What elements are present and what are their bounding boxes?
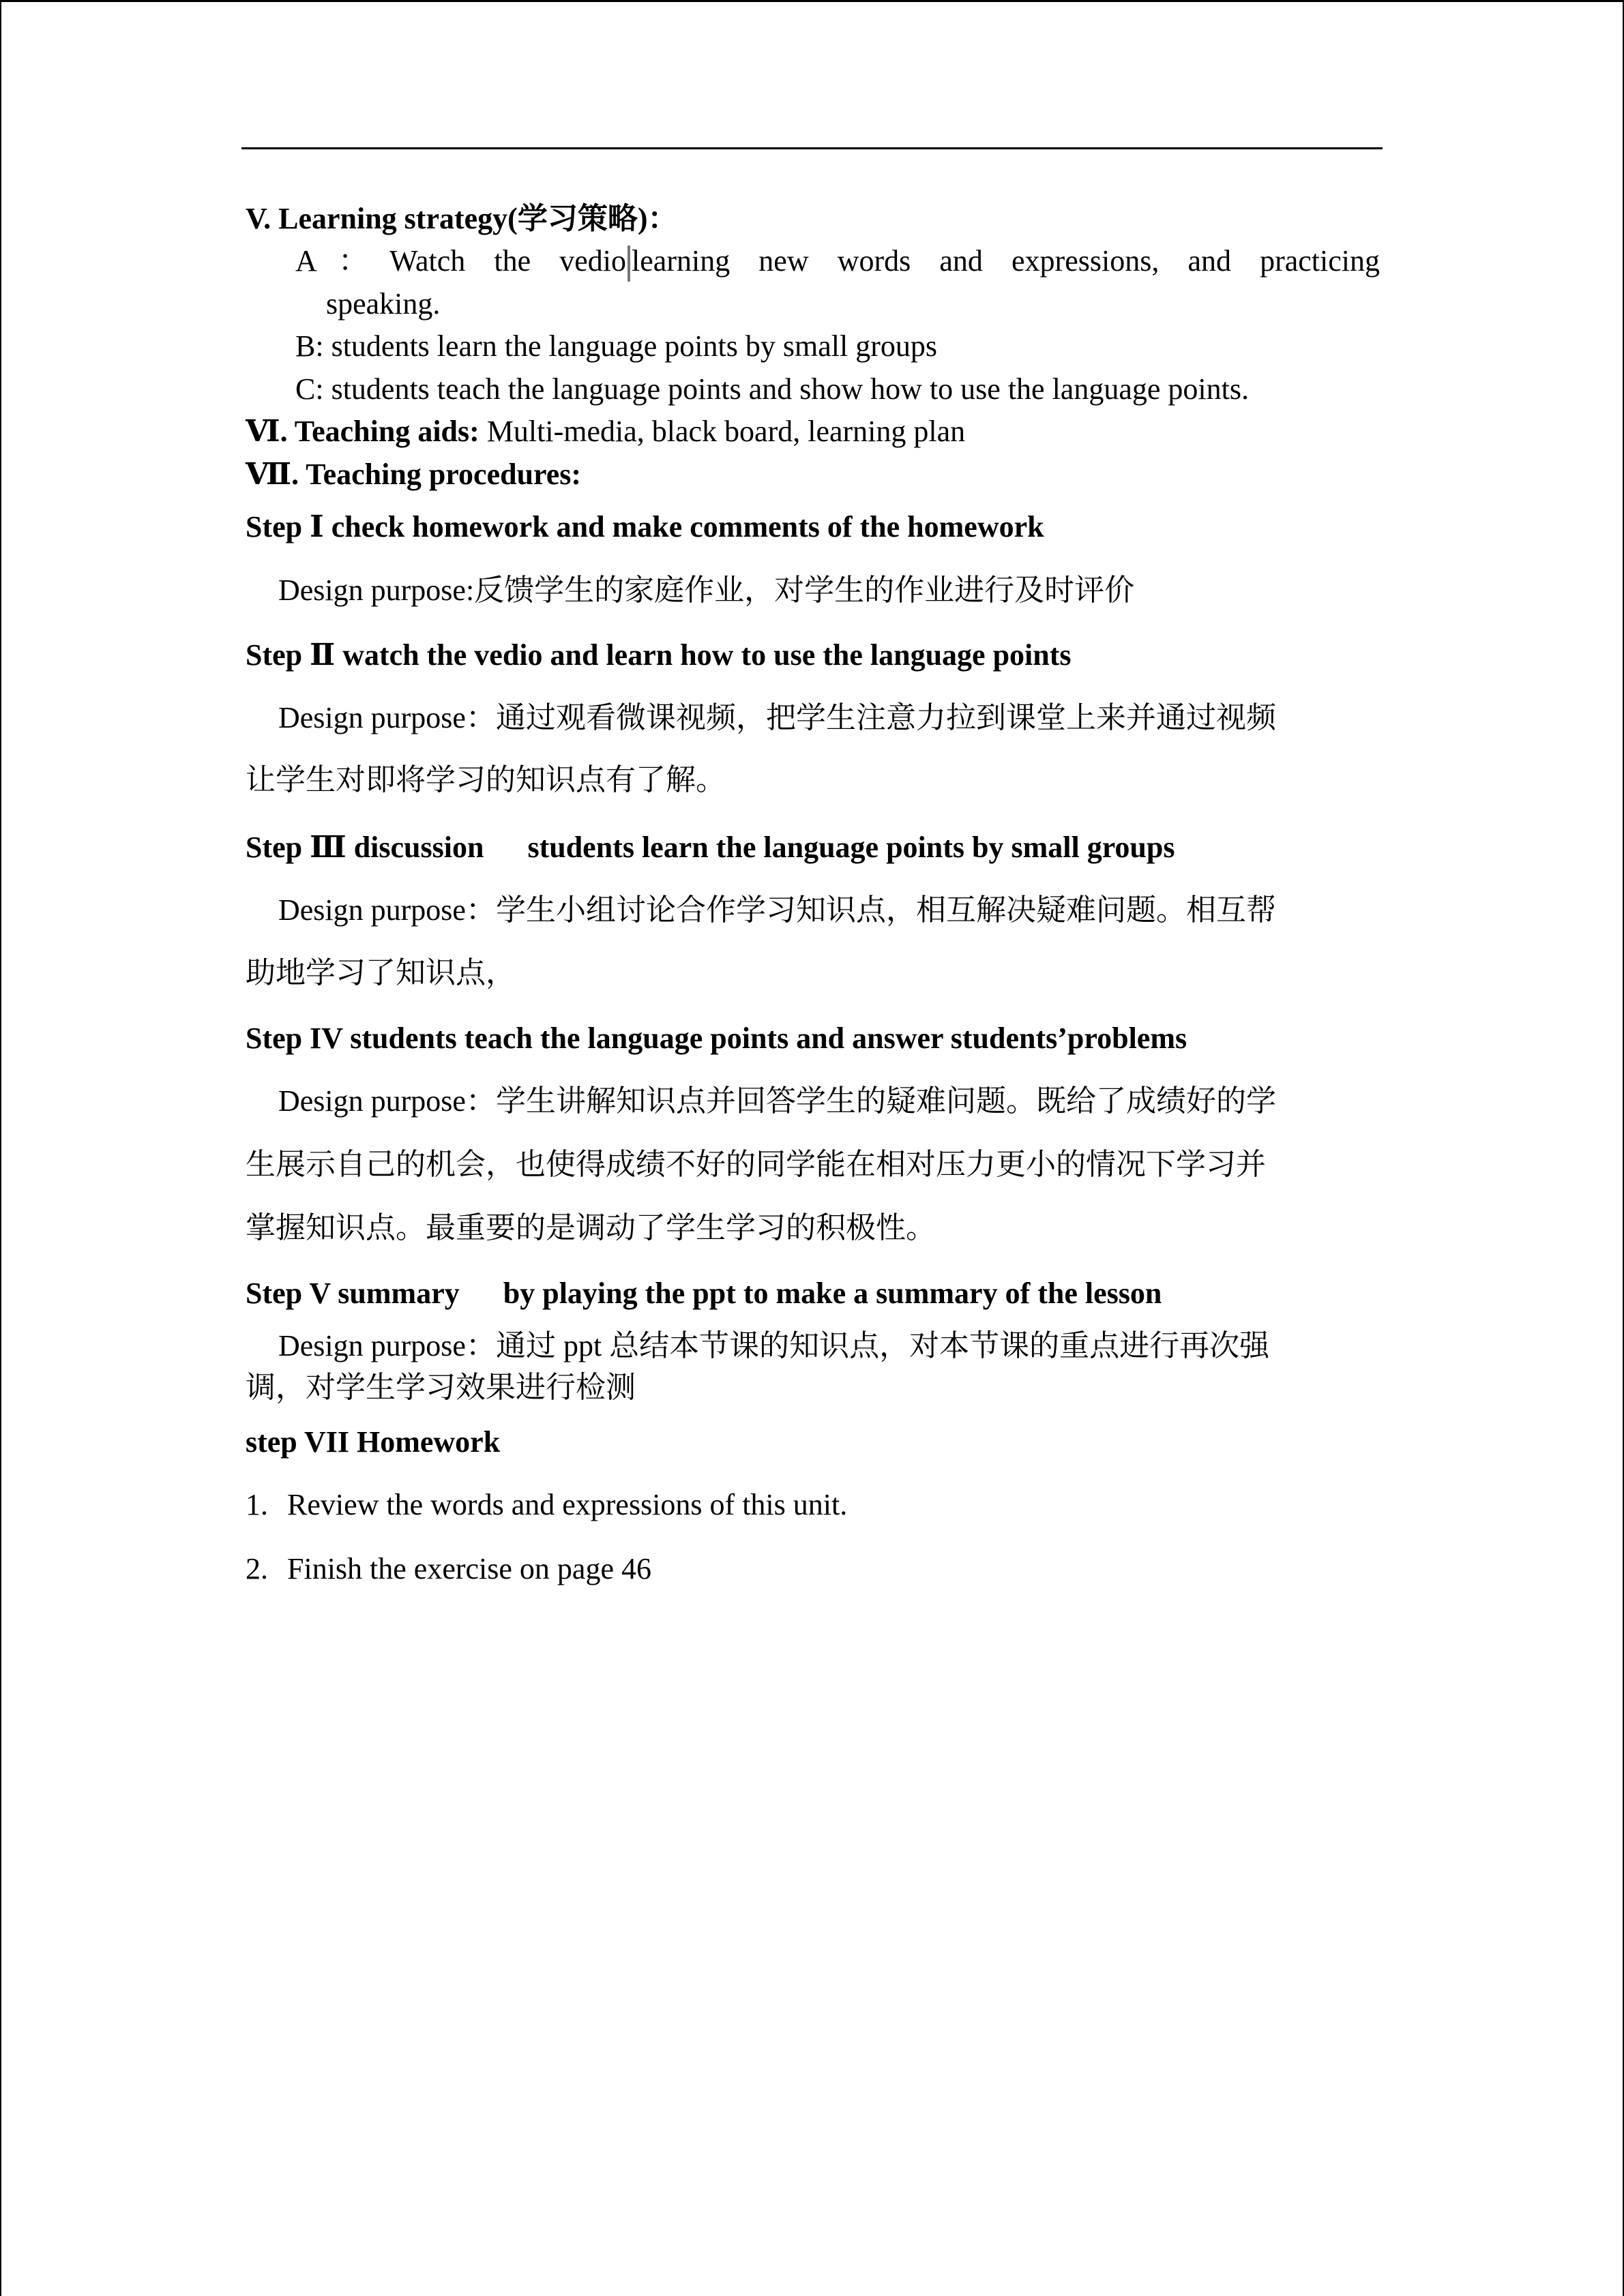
teaching-aids-label: Ⅵ. Teaching aids: (246, 415, 479, 448)
strategy-item-c: C: students teach the language points and show how to use the language points. (295, 372, 1249, 406)
step3-title-part2: students learn the language points by small groups (527, 831, 1175, 864)
homework-item (246, 1486, 847, 1524)
strategy-item-b: B: students learn the language points by small groups (295, 329, 937, 363)
strategy-item-a-continued: speaking. (326, 287, 441, 320)
step5-title (246, 1274, 1162, 1313)
step2-title: Step Ⅱ watch the vedio and learn how to use the language points (246, 638, 1072, 672)
homework-item (246, 1550, 651, 1588)
missing-glyph-box (628, 245, 630, 282)
strategy-item-a (295, 242, 1380, 283)
strategy-item-a-part1: A：Watch the vedio (295, 244, 627, 278)
step4-purpose-line1: Design purpose：学生讲解知识点并回答学生的疑难问题。既给了成绩好的学 (278, 1084, 1276, 1118)
teaching-procedures-heading: Ⅶ. Teaching procedures: (246, 458, 582, 491)
step1-purpose: Design purpose:反馈学生的家庭作业，对学生的作业进行及时评价 (278, 573, 1135, 607)
step2-purpose-line2: 让学生对即将学习的知识点有了解。 (246, 763, 726, 796)
step3-title (246, 829, 1175, 867)
step4-title: Step IV students teach the language points and answer students’problems (246, 1022, 1187, 1055)
strategy-item-a-part2: learning new words and expressions, and practicing (632, 244, 1380, 278)
step5-title-part1: Step V summary (246, 1277, 460, 1310)
homework-item-text: Review the words and expressions of this unit. (287, 1488, 848, 1521)
step4-purpose-line2: 生展示自己的机会，也使得成绩不好的同学能在相对压力更小的情况下学习并 (246, 1148, 1266, 1181)
teaching-aids-value: Multi-media, black board, learning plan (479, 415, 966, 448)
step3-purpose-line2: 助地学习了知识点， (246, 956, 516, 989)
step3-title-part1: Step Ⅲ discussion (246, 831, 484, 864)
step5-purpose-line1: Design purpose：通过 ppt 总结本节课的知识点，对本节课的重点进行再次强 (278, 1329, 1270, 1362)
step5-title-part2: by playing the ppt to make a summary of the lesson (503, 1277, 1162, 1310)
step3-purpose-line1: Design purpose：学生小组讨论合作学习知识点，相互解决疑难问题。相互帮 (278, 893, 1276, 927)
step4-purpose-line3: 掌握知识点。最重要的是调动了学生学习的积极性。 (246, 1211, 936, 1244)
teaching-aids (246, 413, 965, 451)
step2-purpose-line1: Design purpose：通过观看微课视频，把学生注意力拉到课堂上来并通过视频 (278, 701, 1276, 734)
homework-item-text: Finish the exercise on page 46 (287, 1552, 651, 1585)
step5-purpose-line2: 调，对学生学习效果进行检测 (246, 1371, 636, 1404)
homework-item-number: 1. (246, 1488, 268, 1521)
homework-item-number: 2. (246, 1552, 268, 1585)
step1-title: Step Ⅰ check homework and make comments of the homework (246, 510, 1044, 543)
header-rule (241, 147, 1383, 149)
step7-title: step VII Homework (246, 1425, 501, 1459)
section-v-heading: V. Learning strategy(学习策略)： (246, 202, 678, 235)
